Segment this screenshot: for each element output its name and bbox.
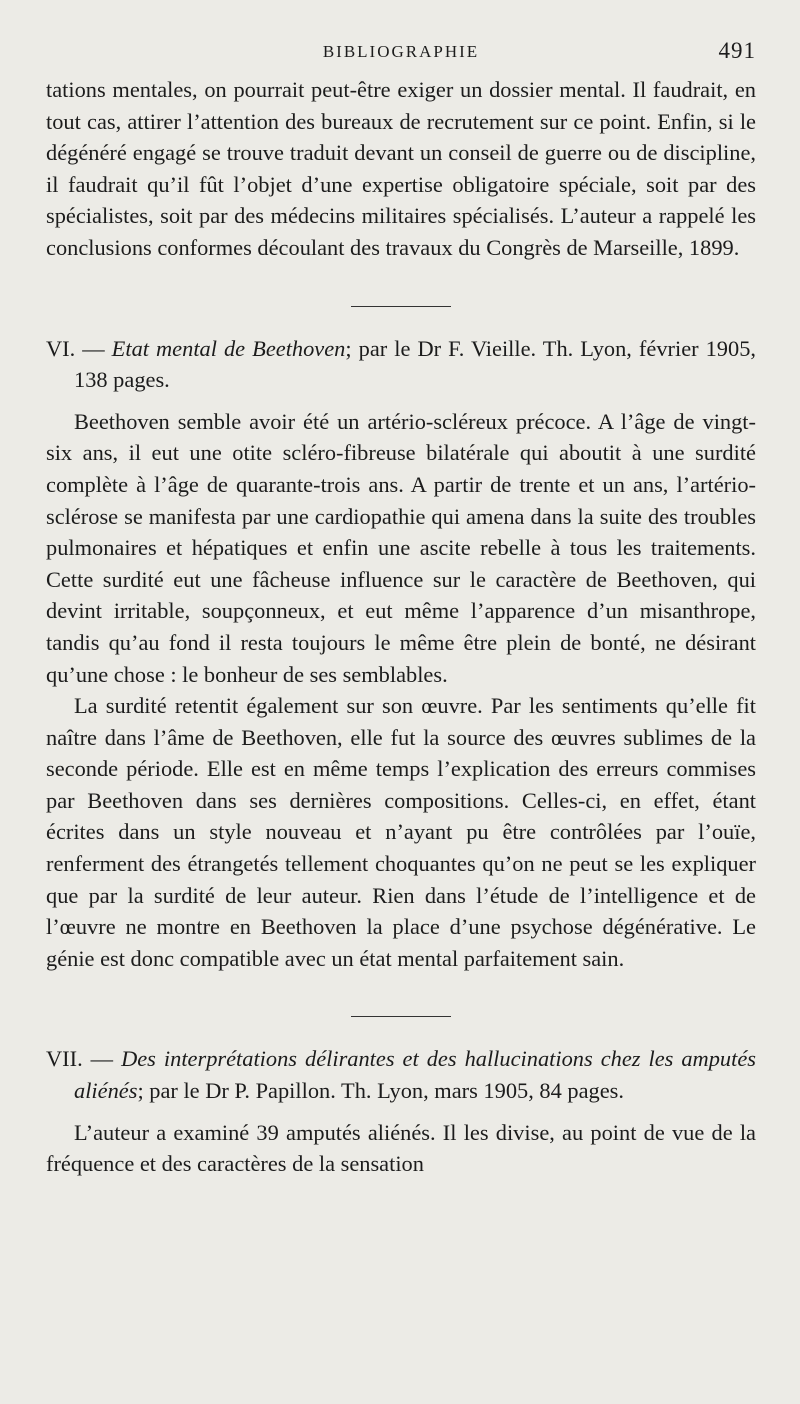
paragraph-beethoven-1: Beethoven semble avoir été un artério-scléreux précoce. A l’âge de vingt-six ans, il eut une otite scléro-fibreuse bilatérale qui aboutit à une surdité complète à l’âge de quarante-trois ans. A partir de trente et un ans, l’artério-sclérose se manifesta par une cardiopathie qui amena dans la suite des troubles pulmonaires et hépatiques et enfin une ascite rebelle à tous les traitements. Cette surdité eut une fâcheuse influence sur le caractère de Beethoven, qui devint irritable, soupçonneux, et eut même l’apparence d’un misanthrope, tandis qu’au fond il resta toujours le même être plein de bonté, ne désirant qu’une chose : le bonheur de ses semblables.: [46, 408, 756, 687]
page-number: 491: [718, 38, 756, 63]
paragraph-amputes: L’auteur a examiné 39 amputés aliénés. Il les divise, au point de vue de la fréquence et des caractères de la sensation: [46, 1119, 756, 1177]
entry-vi-citation: ; par le Dr F. Vieille. Th. Lyon, février 1905, 138 pages.: [74, 335, 756, 393]
page: [46, 34, 756, 1180]
entry-vi-heading: [46, 333, 756, 396]
running-header: [46, 34, 756, 74]
entry-vi-title: Etat mental de Beethoven: [111, 335, 346, 361]
entry-vii-title: Des interprétations délirantes et des hallucinations chez les amputés aliénés: [74, 1046, 756, 1104]
entry-vii-number: VII. —: [46, 1046, 122, 1072]
entry-vi-number: VI. —: [46, 335, 112, 361]
paragraph-beethoven-2: La surdité retentit également sur son œuvre. Par les sentiments qu’elle fit naître dans l’âme de Beethoven, elle fut la source des œuvres sublimes de la seconde période. Elle est en même temps l’explication des erreurs commises par Beethoven dans ses dernières compositions. Celles-ci, en effet, étant écrites dans un style nouveau et n’ayant pu être contrôlées par l’ouïe, renferment des étrangetés tellement choquantes qu’on ne peut se les expliquer que par la surdité de leur auteur. Rien dans l’étude de l’intelligence et de l’œuvre ne montre en Beethoven la place d’une psychose dégénérative. Le génie est donc compatible avec un état mental parfaitement sain.: [46, 693, 756, 971]
running-title: BIBLIOGRAPHIE: [322, 42, 480, 61]
paragraph-continuation: tations mentales, on pourrait peut-être exiger un dossier mental. Il faudrait, en tout cas, attirer l’attention des bureaux de recrutement sur ce point. Enfin, si le dégénéré engagé se trouve traduit devant un conseil de guerre ou de discipline, il faudrait qu’il fût l’objet d’une expertise obligatoire spéciale, soit par des spécialistes, soit par des médecins militaires spécialisés. L’auteur a rappelé les conclusions conformes découlant des travaux du Congrès de Marseille, 1899.: [46, 77, 756, 260]
entry-vii-citation: ; par le Dr P. Papillon. Th. Lyon, mars 1905, 84 pages.: [137, 1078, 624, 1104]
entry-vii-heading: [46, 1043, 756, 1106]
